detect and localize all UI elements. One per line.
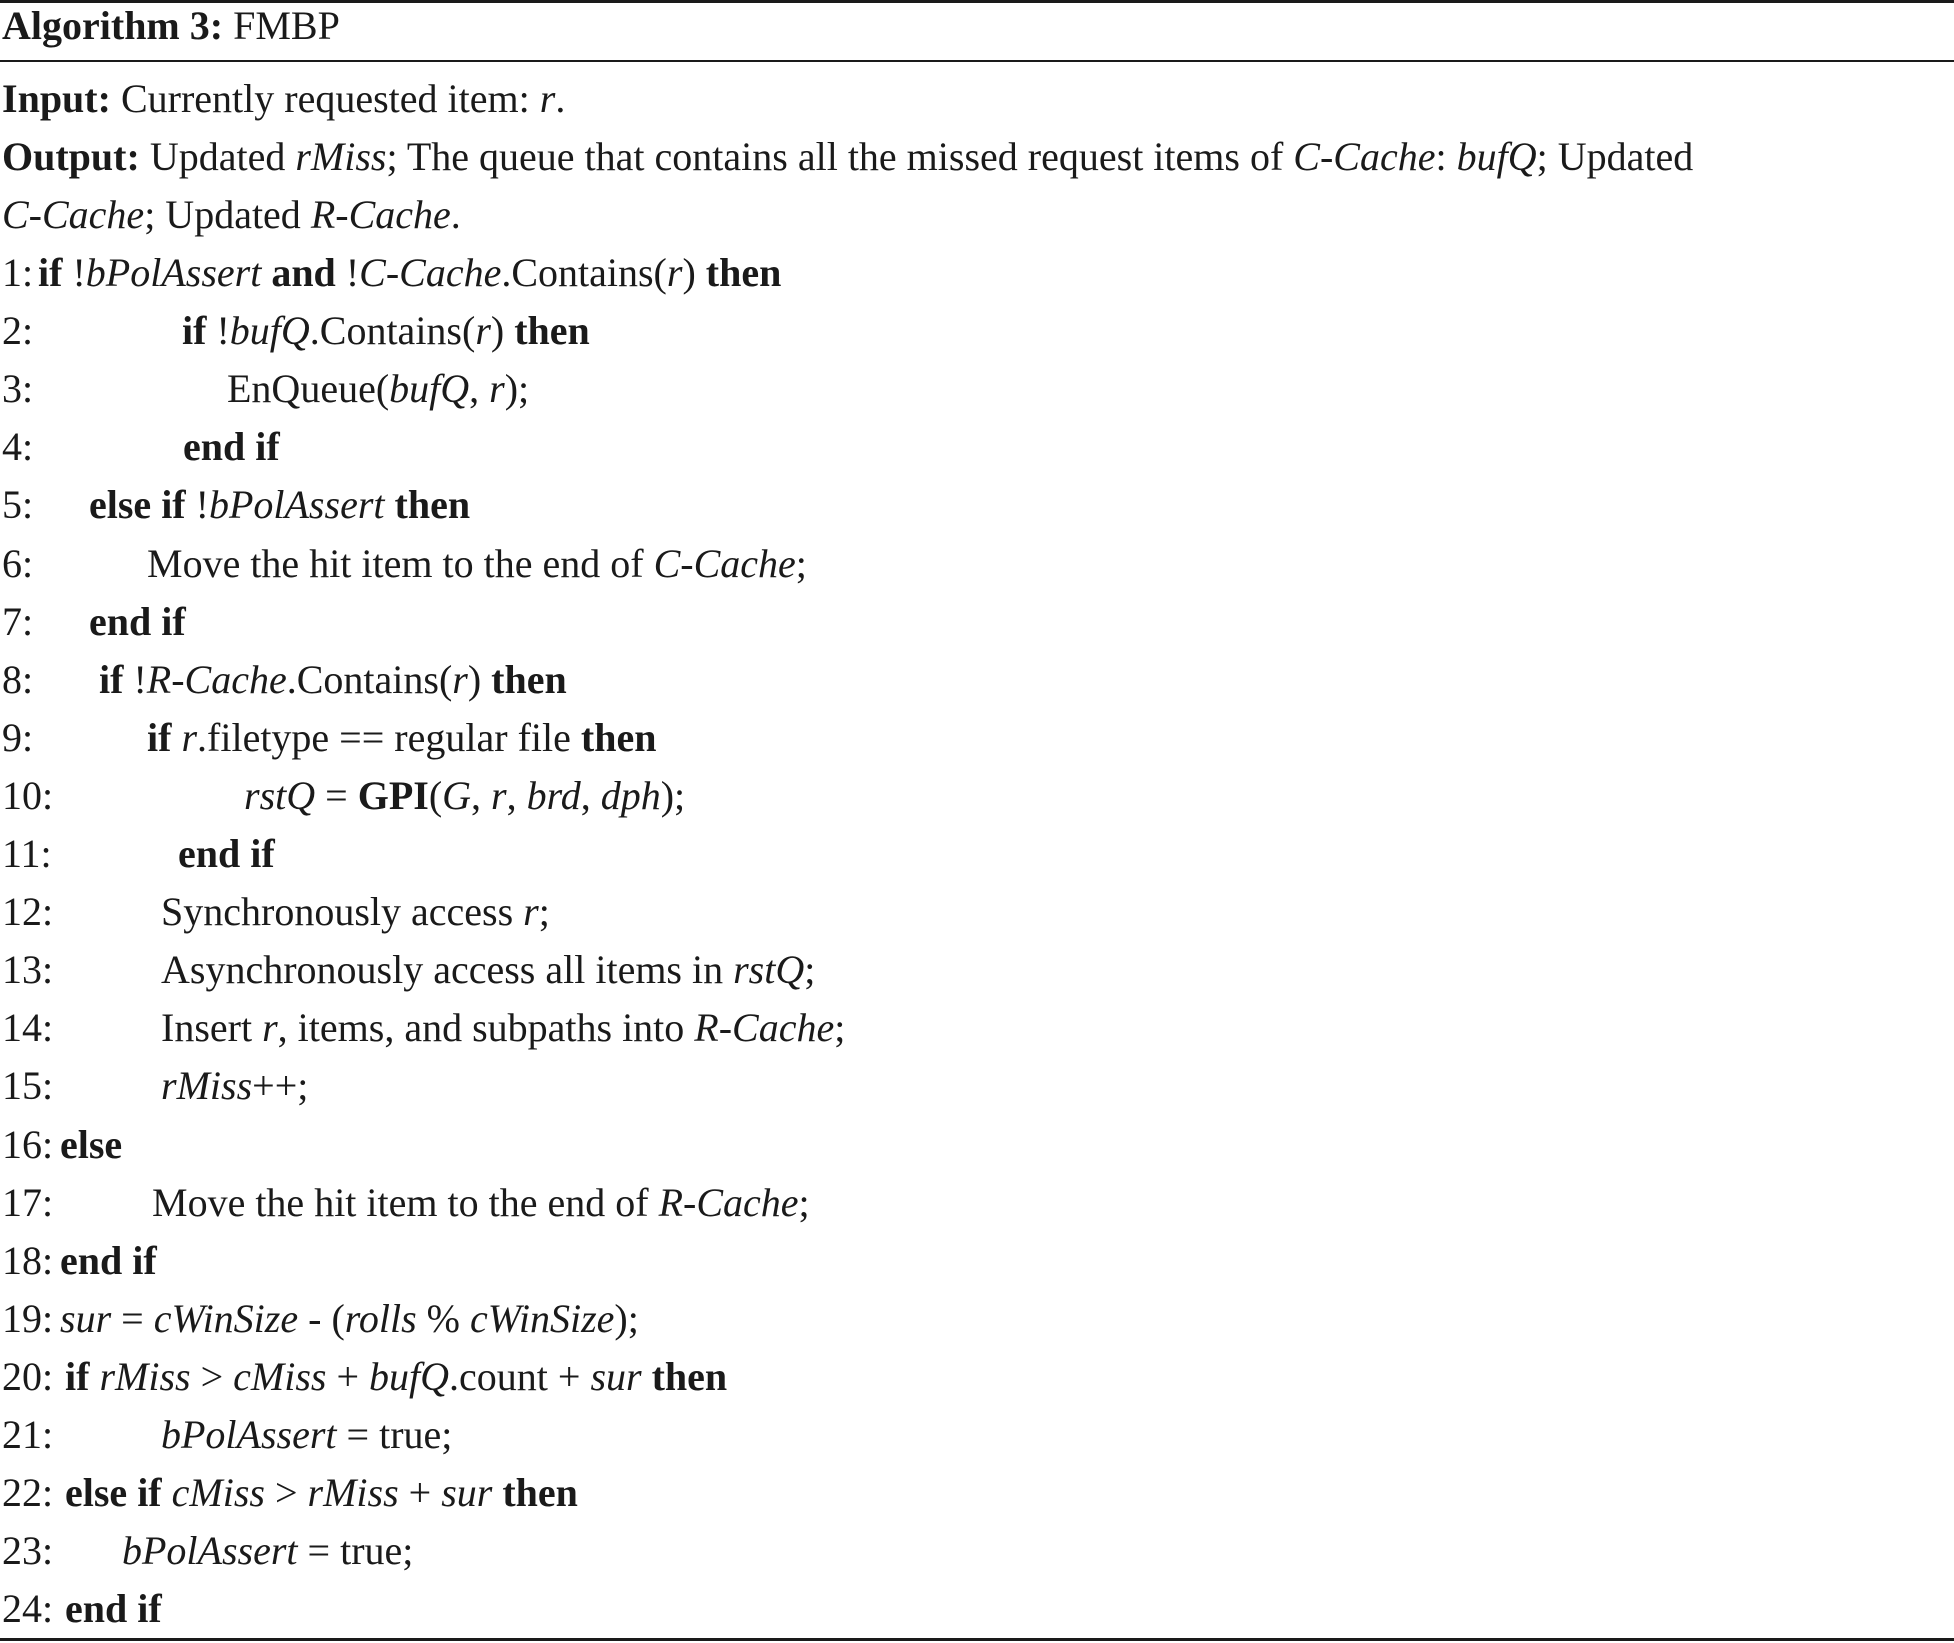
line-number: 22: bbox=[2, 1470, 54, 1515]
code-text: ) bbox=[467, 657, 492, 702]
keyword: then bbox=[394, 482, 471, 527]
line-number: 4: bbox=[2, 424, 34, 469]
line-code bbox=[99, 656, 567, 704]
code-text: . bbox=[450, 192, 461, 237]
line-number: 7: bbox=[2, 599, 34, 644]
code-text: ! bbox=[185, 482, 209, 527]
line-number: 6: bbox=[2, 541, 34, 586]
line-code bbox=[178, 830, 275, 878]
variable: dph bbox=[600, 773, 661, 818]
variable: sur bbox=[60, 1296, 112, 1341]
keyword: then bbox=[491, 657, 567, 702]
variable: sur bbox=[441, 1470, 493, 1515]
line-number: 20: bbox=[2, 1354, 54, 1399]
code-text: ); bbox=[504, 366, 530, 411]
code-text: : bbox=[1435, 134, 1457, 179]
variable: C-Cache bbox=[2, 192, 145, 237]
input-label: Input: bbox=[2, 76, 111, 121]
code-text bbox=[492, 1470, 502, 1515]
keyword: end if bbox=[60, 1238, 157, 1283]
variable: bPolAssert bbox=[161, 1412, 337, 1457]
variable: r bbox=[489, 366, 505, 411]
line-code bbox=[122, 1527, 413, 1575]
code-text bbox=[261, 250, 271, 295]
code-text: ) bbox=[490, 308, 515, 353]
line-code bbox=[65, 1353, 727, 1401]
line-code bbox=[89, 481, 470, 529]
variable: bufQ bbox=[389, 366, 470, 411]
variable: R-Cache bbox=[658, 1180, 799, 1225]
code-text: ; bbox=[804, 947, 816, 992]
line-code bbox=[38, 249, 781, 297]
line-code bbox=[244, 772, 685, 820]
variable: r bbox=[491, 773, 507, 818]
variable: bufQ bbox=[1456, 134, 1537, 179]
line-number: 18: bbox=[2, 1238, 54, 1283]
variable: cWinSize bbox=[153, 1296, 299, 1341]
keyword: then bbox=[705, 250, 782, 295]
code-text: ; bbox=[834, 1005, 846, 1050]
code-text: .Contains( bbox=[309, 308, 476, 353]
line-code bbox=[182, 307, 590, 355]
line-code bbox=[60, 1121, 122, 1169]
code-text: ; Updated bbox=[144, 192, 311, 237]
code-text: , bbox=[580, 773, 601, 818]
variable: R-Cache bbox=[146, 657, 287, 702]
line-code bbox=[161, 888, 550, 936]
code-text: = true; bbox=[297, 1528, 414, 1573]
code-text: Updated bbox=[149, 134, 296, 179]
line-code bbox=[89, 598, 186, 646]
line-code bbox=[227, 365, 529, 413]
variable: rMiss bbox=[99, 1354, 191, 1399]
code-text: ); bbox=[614, 1296, 639, 1341]
variable: cMiss bbox=[233, 1354, 327, 1399]
output-label: Output: bbox=[2, 134, 140, 179]
code-text: Insert bbox=[161, 1005, 263, 1050]
variable: r bbox=[523, 889, 539, 934]
code-text: ( bbox=[428, 773, 443, 818]
line-number: 17: bbox=[2, 1180, 54, 1225]
line-code bbox=[161, 946, 815, 994]
variable: r bbox=[452, 657, 468, 702]
keyword: then bbox=[502, 1470, 578, 1515]
keyword: end if bbox=[65, 1586, 162, 1631]
line-number: 12: bbox=[2, 889, 54, 934]
line-number: 14: bbox=[2, 1005, 54, 1050]
code-text: , bbox=[469, 366, 490, 411]
keyword: if bbox=[147, 715, 172, 760]
keyword: else if bbox=[65, 1470, 162, 1515]
code-text: .count + bbox=[449, 1354, 591, 1399]
line-number: 13: bbox=[2, 947, 54, 992]
line-code bbox=[161, 1062, 308, 1110]
algorithm-label: Algorithm 3: bbox=[2, 3, 224, 48]
line-number: 11: bbox=[2, 831, 52, 876]
code-text: ; The queue that contains all the missed request items of bbox=[386, 134, 1294, 179]
code-text bbox=[171, 715, 181, 760]
code-text bbox=[89, 1354, 99, 1399]
line-code bbox=[60, 1237, 157, 1285]
keyword: if bbox=[38, 250, 63, 295]
code-text: ++; bbox=[252, 1063, 309, 1108]
line-code bbox=[152, 1179, 810, 1227]
variable: r bbox=[262, 1005, 278, 1050]
line-number: 2: bbox=[2, 308, 34, 353]
variable: bPolAssert bbox=[122, 1528, 298, 1573]
code-text: ) bbox=[682, 250, 706, 295]
keyword: then bbox=[514, 308, 590, 353]
line-code bbox=[183, 423, 280, 471]
line-number: 1: bbox=[2, 250, 34, 295]
line-code bbox=[147, 540, 807, 588]
code-text: ! bbox=[335, 250, 360, 295]
code-text bbox=[642, 1354, 652, 1399]
code-text: Move the hit item to the end of bbox=[152, 1180, 659, 1225]
code-text: = bbox=[111, 1296, 154, 1341]
variable: rMiss bbox=[295, 134, 387, 179]
algorithm-header bbox=[2, 2, 340, 50]
input-line bbox=[2, 75, 565, 123]
code-text: ); bbox=[660, 773, 686, 818]
line-number: 10: bbox=[2, 773, 54, 818]
output-line-2 bbox=[2, 191, 461, 239]
code-text: ; Updated bbox=[1536, 134, 1694, 179]
variable: bPolAssert bbox=[208, 482, 385, 527]
code-text: - ( bbox=[298, 1296, 345, 1341]
keyword: if bbox=[99, 657, 124, 702]
header-divider bbox=[0, 60, 1954, 62]
keyword: then bbox=[651, 1354, 728, 1399]
variable: rolls bbox=[344, 1296, 417, 1341]
variable: r bbox=[666, 250, 683, 295]
variable: r bbox=[181, 715, 198, 760]
code-text bbox=[385, 482, 395, 527]
code-text: Move the hit item to the end of bbox=[147, 541, 654, 586]
keyword: end if bbox=[183, 424, 280, 469]
variable: bPolAssert bbox=[85, 250, 262, 295]
code-text: > bbox=[264, 1470, 308, 1515]
variable: bufQ bbox=[229, 308, 310, 353]
variable: bufQ bbox=[369, 1354, 450, 1399]
code-text: ; bbox=[538, 889, 550, 934]
line-number: 24: bbox=[2, 1586, 54, 1631]
code-text: ; bbox=[798, 1180, 810, 1225]
bottom-rule bbox=[0, 1638, 1954, 1641]
line-code bbox=[65, 1585, 162, 1633]
code-text: ; bbox=[795, 541, 807, 586]
variable: cWinSize bbox=[469, 1296, 615, 1341]
keyword: end if bbox=[89, 599, 186, 644]
variable: G bbox=[442, 773, 472, 818]
output-line-1 bbox=[2, 133, 1693, 181]
keyword: if bbox=[65, 1354, 90, 1399]
output-text-2 bbox=[2, 192, 461, 237]
code-text: + bbox=[326, 1354, 370, 1399]
line-number: 21: bbox=[2, 1412, 54, 1457]
variable: rMiss bbox=[161, 1063, 253, 1108]
input-text: Currently requested item: bbox=[120, 76, 540, 121]
code-text: ! bbox=[206, 308, 230, 353]
line-code bbox=[60, 1295, 639, 1343]
keyword: else bbox=[60, 1122, 123, 1167]
keyword: if bbox=[182, 308, 207, 353]
code-text: .filetype == regular file bbox=[197, 715, 581, 760]
code-text: = bbox=[315, 773, 358, 818]
variable: brd bbox=[526, 773, 581, 818]
line-number: 15: bbox=[2, 1063, 54, 1108]
variable: rMiss bbox=[307, 1470, 399, 1515]
code-text: , bbox=[506, 773, 527, 818]
variable: R-Cache bbox=[694, 1005, 835, 1050]
code-text: > bbox=[190, 1354, 234, 1399]
line-code bbox=[65, 1469, 578, 1517]
line-code bbox=[147, 714, 656, 762]
keyword: end if bbox=[178, 831, 275, 876]
code-text: Synchronously access bbox=[161, 889, 524, 934]
line-number: 16: bbox=[2, 1122, 54, 1167]
input-end: . bbox=[555, 76, 566, 121]
variable: rstQ bbox=[244, 773, 316, 818]
variable: rstQ bbox=[733, 947, 805, 992]
variable: R-Cache bbox=[310, 192, 451, 237]
code-text: ! bbox=[62, 250, 86, 295]
code-text: + bbox=[398, 1470, 442, 1515]
line-code bbox=[161, 1411, 452, 1459]
line-code bbox=[161, 1004, 845, 1052]
variable: C-Cache bbox=[1293, 134, 1436, 179]
code-text: , items, and subpaths into bbox=[277, 1005, 695, 1050]
variable: C-Cache bbox=[359, 250, 502, 295]
variable: C-Cache bbox=[653, 541, 796, 586]
line-number: 23: bbox=[2, 1528, 54, 1573]
code-text bbox=[162, 1470, 172, 1515]
variable: cMiss bbox=[171, 1470, 265, 1515]
input-var: r bbox=[539, 76, 556, 121]
line-number: 19: bbox=[2, 1296, 54, 1341]
output-text-1 bbox=[150, 134, 1693, 179]
code-text: .Contains( bbox=[501, 250, 667, 295]
code-text: EnQueue( bbox=[227, 366, 390, 411]
line-number: 9: bbox=[2, 715, 34, 760]
keyword: and bbox=[271, 250, 336, 295]
code-text: = true; bbox=[336, 1412, 453, 1457]
keyword: then bbox=[580, 715, 657, 760]
code-text: .Contains( bbox=[286, 657, 453, 702]
code-text: ! bbox=[123, 657, 147, 702]
line-number: 8: bbox=[2, 657, 34, 702]
keyword: else if bbox=[89, 482, 186, 527]
algorithm-name: FMBP bbox=[233, 3, 340, 48]
keyword: GPI bbox=[357, 773, 429, 818]
code-text: % bbox=[416, 1296, 470, 1341]
variable: sur bbox=[590, 1354, 642, 1399]
line-number: 3: bbox=[2, 366, 34, 411]
variable: r bbox=[475, 308, 491, 353]
line-number: 5: bbox=[2, 482, 34, 527]
code-text: , bbox=[471, 773, 492, 818]
code-text: Asynchronously access all items in bbox=[161, 947, 734, 992]
